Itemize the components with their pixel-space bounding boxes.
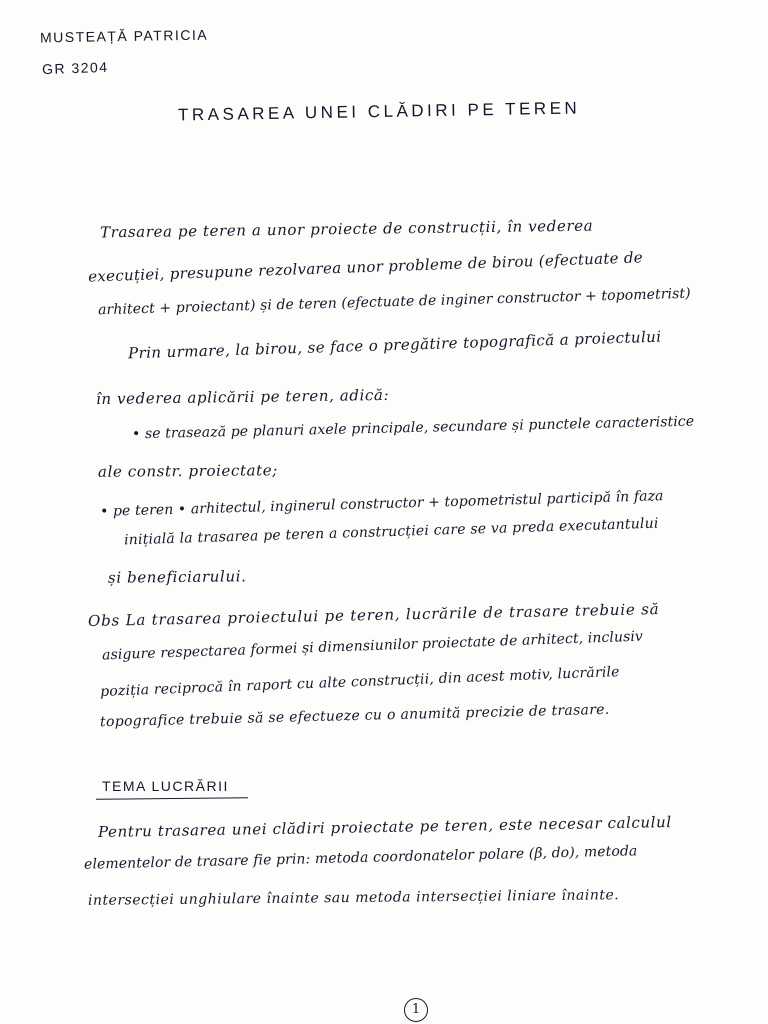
- paragraph-line: și beneficiarului.: [107, 567, 247, 587]
- group-label: GR 3204: [41, 58, 109, 78]
- page-number: 1: [404, 998, 428, 1022]
- paragraph-line: inițială la trasarea pe teren a construcției care se va preda executantului: [123, 515, 659, 549]
- paragraph-line: poziția reciprocă în raport cu alte construcții, din acest motiv, lucrările: [99, 664, 620, 700]
- bullet-line: • se trasează pe planuri axele principale, secundare și punctele caracteristice: [131, 413, 695, 443]
- paragraph-line: Trasarea pe teren a unor proiecte de construcții, în vederea: [99, 216, 594, 242]
- observation-line: Obs La trasarea proiectului pe teren, lucrările de trasare trebuie să: [87, 600, 660, 630]
- paragraph-line: topografice trebuie să se efectueze cu o anumită precizie de trasare.: [99, 701, 610, 731]
- paragraph-line: ale constr. proiectate;: [97, 461, 278, 481]
- section-line: elementelor de trasare fie prin: metoda coordonatelor polare (β, do), metoda: [83, 843, 638, 873]
- author-name: MUSTEAȚĂ PATRICIA: [39, 26, 209, 46]
- page-title: TRASAREA UNEI CLĂDIRI PE TEREN: [177, 98, 581, 125]
- section-line: intersecției unghiulare înainte sau metoda intersecției liniare înainte.: [87, 887, 620, 909]
- paragraph-line: arhitect + proiectant) și de teren (efectuate de inginer constructor + topometrist): [97, 285, 691, 319]
- section-line: Pentru trasarea unei clădiri proiectate pe teren, este necesar calculul: [97, 812, 672, 842]
- section-heading: TEMA LUCRĂRII: [102, 778, 229, 794]
- paragraph-line: în vederea aplicării pe teren, adică:: [95, 385, 390, 409]
- paragraph-line: Prin urmare, la birou, se face o pregătire topografică a proiectului: [127, 327, 662, 363]
- paragraph-line: asigure respectarea formei și dimensiunilor proiectate de arhitect, inclusiv: [101, 628, 644, 664]
- paragraph-line: execuției, presupune rezolvarea unor probleme de birou (efectuate de: [87, 248, 644, 286]
- bullet-line: • pe teren • arhitectul, inginerul constructor + topometristul participă în faza: [99, 488, 664, 520]
- section-heading-underline: [96, 797, 248, 800]
